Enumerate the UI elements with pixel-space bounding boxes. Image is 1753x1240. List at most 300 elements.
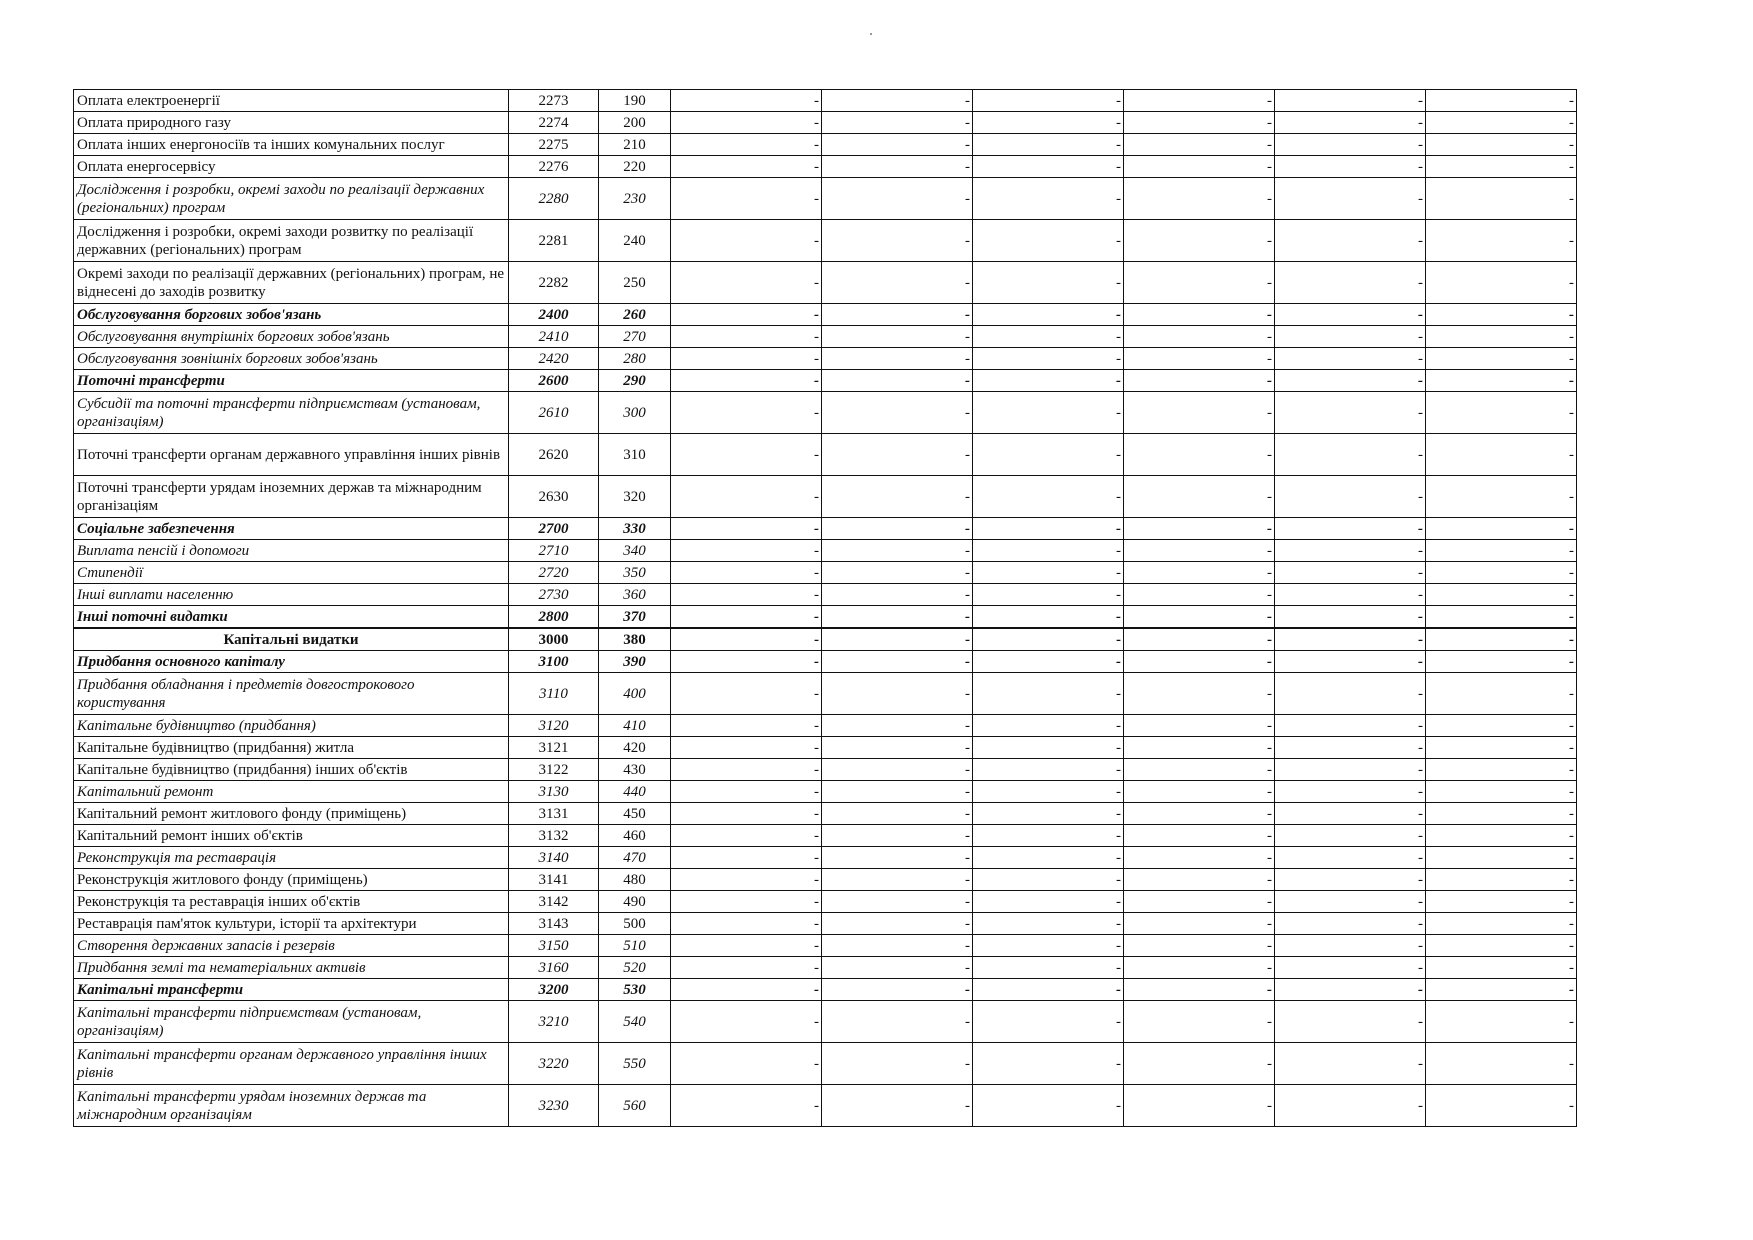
table-row [74, 606, 1577, 629]
value-cell: - [973, 1085, 1124, 1127]
kekv-code-cell: 3132 [509, 825, 599, 847]
value-cell: - [1124, 1001, 1275, 1043]
value-cell: - [1275, 803, 1426, 825]
line-code-cell: 350 [599, 562, 671, 584]
value-cell: - [973, 803, 1124, 825]
kekv-code-cell: 3120 [509, 715, 599, 737]
line-code-cell: 500 [599, 913, 671, 935]
value-cell: - [1275, 348, 1426, 370]
line-code-cell: 560 [599, 1085, 671, 1127]
table-row [74, 825, 1577, 847]
value-cell: - [973, 476, 1124, 518]
value-cell: - [973, 651, 1124, 673]
row-name-cell: Капітальні видатки [74, 628, 509, 651]
value-cell: - [1275, 476, 1426, 518]
value-cell: - [1124, 869, 1275, 891]
row-name-cell: Поточні трансферти [74, 370, 509, 392]
kekv-code-cell: 3230 [509, 1085, 599, 1127]
value-cell: - [671, 134, 822, 156]
value-cell: - [671, 847, 822, 869]
value-cell: - [671, 825, 822, 847]
value-cell: - [973, 979, 1124, 1001]
table-row [74, 326, 1577, 348]
value-cell: - [671, 1085, 822, 1127]
table-row [74, 715, 1577, 737]
row-name-cell: Обслуговування зовнішніх боргових зобов'язань [74, 348, 509, 370]
value-cell: - [1275, 178, 1426, 220]
value-cell: - [1426, 979, 1577, 1001]
value-cell: - [1275, 847, 1426, 869]
value-cell: - [1275, 737, 1426, 759]
value-cell: - [1426, 562, 1577, 584]
kekv-code-cell: 2275 [509, 134, 599, 156]
value-cell: - [1275, 628, 1426, 651]
line-code-cell: 210 [599, 134, 671, 156]
value-cell: - [671, 370, 822, 392]
value-cell: - [822, 90, 973, 112]
row-name-cell: Оплата енергосервісу [74, 156, 509, 178]
value-cell: - [1124, 737, 1275, 759]
table-row [74, 803, 1577, 825]
line-code-cell: 530 [599, 979, 671, 1001]
table-row [74, 1001, 1577, 1043]
value-cell: - [1426, 847, 1577, 869]
value-cell: - [1124, 913, 1275, 935]
row-name-cell: Інші поточні видатки [74, 606, 509, 629]
row-name-cell: Поточні трансферти урядам іноземних держав та міжнародним організаціям [74, 476, 509, 518]
kekv-code-cell: 2273 [509, 90, 599, 112]
table-row [74, 891, 1577, 913]
row-name-cell: Придбання основного капіталу [74, 651, 509, 673]
value-cell: - [671, 935, 822, 957]
value-cell: - [973, 847, 1124, 869]
line-code-cell: 490 [599, 891, 671, 913]
row-name-cell: Капітальні трансферти [74, 979, 509, 1001]
kekv-code-cell: 3100 [509, 651, 599, 673]
table-row [74, 673, 1577, 715]
table-row [74, 134, 1577, 156]
value-cell: - [1426, 348, 1577, 370]
value-cell: - [1275, 606, 1426, 629]
value-cell: - [671, 90, 822, 112]
value-cell: - [671, 220, 822, 262]
line-code-cell: 550 [599, 1043, 671, 1085]
value-cell: - [1426, 178, 1577, 220]
value-cell: - [973, 673, 1124, 715]
value-cell: - [822, 651, 973, 673]
value-cell: - [671, 562, 822, 584]
value-cell: - [1124, 935, 1275, 957]
value-cell: - [973, 584, 1124, 606]
value-cell: - [973, 434, 1124, 476]
kekv-code-cell: 3131 [509, 803, 599, 825]
value-cell: - [1426, 304, 1577, 326]
value-cell: - [1275, 891, 1426, 913]
kekv-code-cell: 2281 [509, 220, 599, 262]
value-cell: - [1124, 562, 1275, 584]
table-row [74, 90, 1577, 112]
value-cell: - [1124, 326, 1275, 348]
value-cell: - [671, 304, 822, 326]
row-name-cell: Обслуговування внутрішніх боргових зобов'язань [74, 326, 509, 348]
value-cell: - [1426, 434, 1577, 476]
value-cell: - [671, 869, 822, 891]
line-code-cell: 460 [599, 825, 671, 847]
value-cell: - [1124, 178, 1275, 220]
line-code-cell: 200 [599, 112, 671, 134]
value-cell: - [822, 304, 973, 326]
value-cell: - [973, 1001, 1124, 1043]
kekv-code-cell: 3210 [509, 1001, 599, 1043]
value-cell: - [973, 606, 1124, 629]
value-cell: - [1124, 584, 1275, 606]
value-cell: - [1426, 90, 1577, 112]
line-code-cell: 190 [599, 90, 671, 112]
value-cell: - [1275, 370, 1426, 392]
value-cell: - [671, 979, 822, 1001]
value-cell: - [822, 803, 973, 825]
line-code-cell: 240 [599, 220, 671, 262]
value-cell: - [1124, 651, 1275, 673]
value-cell: - [1124, 370, 1275, 392]
line-code-cell: 300 [599, 392, 671, 434]
value-cell: - [1275, 134, 1426, 156]
value-cell: - [1426, 737, 1577, 759]
kekv-code-cell: 3142 [509, 891, 599, 913]
value-cell: - [1426, 584, 1577, 606]
kekv-code-cell: 3140 [509, 847, 599, 869]
value-cell: - [1275, 220, 1426, 262]
value-cell: - [671, 606, 822, 629]
row-name-cell: Капітальний ремонт інших об'єктів [74, 825, 509, 847]
value-cell: - [1426, 869, 1577, 891]
value-cell: - [973, 935, 1124, 957]
value-cell: - [822, 434, 973, 476]
value-cell: - [973, 628, 1124, 651]
budget-expenditure-table [73, 89, 1577, 1127]
value-cell: - [973, 715, 1124, 737]
value-cell: - [822, 348, 973, 370]
row-name-cell: Капітальний ремонт [74, 781, 509, 803]
value-cell: - [1275, 518, 1426, 540]
value-cell: - [671, 673, 822, 715]
value-cell: - [1124, 348, 1275, 370]
row-name-cell: Оплата природного газу [74, 112, 509, 134]
value-cell: - [1426, 825, 1577, 847]
value-cell: - [822, 326, 973, 348]
value-cell: - [671, 348, 822, 370]
row-name-cell: Реконструкція та реставрація інших об'єктів [74, 891, 509, 913]
value-cell: - [822, 134, 973, 156]
kekv-code-cell: 3141 [509, 869, 599, 891]
value-cell: - [1275, 112, 1426, 134]
value-cell: - [671, 1001, 822, 1043]
value-cell: - [1124, 825, 1275, 847]
value-cell: - [1275, 869, 1426, 891]
value-cell: - [822, 913, 973, 935]
row-name-cell: Інші виплати населенню [74, 584, 509, 606]
value-cell: - [671, 781, 822, 803]
value-cell: - [973, 781, 1124, 803]
line-code-cell: 310 [599, 434, 671, 476]
value-cell: - [671, 715, 822, 737]
value-cell: - [1124, 262, 1275, 304]
value-cell: - [1124, 112, 1275, 134]
row-name-cell: Капітальні трансферти підприємствам (установам, організаціям) [74, 1001, 509, 1043]
line-code-cell: 470 [599, 847, 671, 869]
row-name-cell: Капітальні трансферти урядам іноземних держав та міжнародним організаціям [74, 1085, 509, 1127]
kekv-code-cell: 2420 [509, 348, 599, 370]
value-cell: - [822, 759, 973, 781]
scan-artifact-dot [870, 33, 872, 35]
value-cell: - [822, 112, 973, 134]
table-row [74, 628, 1577, 651]
value-cell: - [973, 913, 1124, 935]
value-cell: - [822, 220, 973, 262]
table-row [74, 957, 1577, 979]
row-name-cell: Стипендії [74, 562, 509, 584]
value-cell: - [973, 825, 1124, 847]
kekv-code-cell: 2630 [509, 476, 599, 518]
kekv-code-cell: 2274 [509, 112, 599, 134]
value-cell: - [973, 562, 1124, 584]
line-code-cell: 370 [599, 606, 671, 629]
value-cell: - [973, 348, 1124, 370]
table-row [74, 1085, 1577, 1127]
row-name-cell: Дослідження і розробки, окремі заходи розвитку по реалізації державних (регіональних) програм [74, 220, 509, 262]
value-cell: - [1426, 759, 1577, 781]
value-cell: - [973, 392, 1124, 434]
table-row [74, 540, 1577, 562]
value-cell: - [1426, 392, 1577, 434]
value-cell: - [671, 803, 822, 825]
line-code-cell: 390 [599, 651, 671, 673]
value-cell: - [671, 540, 822, 562]
value-cell: - [822, 847, 973, 869]
value-cell: - [822, 1043, 973, 1085]
value-cell: - [973, 262, 1124, 304]
line-code-cell: 420 [599, 737, 671, 759]
value-cell: - [1426, 628, 1577, 651]
table-row [74, 304, 1577, 326]
value-cell: - [973, 90, 1124, 112]
value-cell: - [671, 891, 822, 913]
value-cell: - [671, 156, 822, 178]
kekv-code-cell: 3121 [509, 737, 599, 759]
line-code-cell: 290 [599, 370, 671, 392]
value-cell: - [822, 584, 973, 606]
value-cell: - [822, 891, 973, 913]
kekv-code-cell: 2800 [509, 606, 599, 629]
value-cell: - [973, 957, 1124, 979]
value-cell: - [822, 606, 973, 629]
value-cell: - [1275, 957, 1426, 979]
table-row [74, 759, 1577, 781]
value-cell: - [1124, 540, 1275, 562]
table-row [74, 156, 1577, 178]
value-cell: - [973, 178, 1124, 220]
value-cell: - [1124, 476, 1275, 518]
value-cell: - [1124, 518, 1275, 540]
table-row [74, 979, 1577, 1001]
kekv-code-cell: 3000 [509, 628, 599, 651]
kekv-code-cell: 3150 [509, 935, 599, 957]
kekv-code-cell: 2400 [509, 304, 599, 326]
value-cell: - [822, 562, 973, 584]
kekv-code-cell: 2620 [509, 434, 599, 476]
row-name-cell: Соціальне забезпечення [74, 518, 509, 540]
value-cell: - [1426, 1043, 1577, 1085]
table-row [74, 370, 1577, 392]
row-name-cell: Поточні трансферти органам державного управління інших рівнів [74, 434, 509, 476]
value-cell: - [973, 891, 1124, 913]
table-row [74, 434, 1577, 476]
value-cell: - [1426, 781, 1577, 803]
value-cell: - [1426, 134, 1577, 156]
kekv-code-cell: 3200 [509, 979, 599, 1001]
row-name-cell: Реконструкція житлового фонду (приміщень) [74, 869, 509, 891]
row-name-cell: Створення державних запасів і резервів [74, 935, 509, 957]
value-cell: - [1275, 825, 1426, 847]
value-cell: - [671, 913, 822, 935]
value-cell: - [1124, 434, 1275, 476]
value-cell: - [822, 156, 973, 178]
value-cell: - [1426, 540, 1577, 562]
value-cell: - [1124, 715, 1275, 737]
value-cell: - [1426, 913, 1577, 935]
kekv-code-cell: 2280 [509, 178, 599, 220]
line-code-cell: 510 [599, 935, 671, 957]
row-name-cell: Капітальний ремонт житлового фонду (приміщень) [74, 803, 509, 825]
value-cell: - [1275, 673, 1426, 715]
value-cell: - [973, 370, 1124, 392]
table-row [74, 262, 1577, 304]
value-cell: - [671, 584, 822, 606]
row-name-cell: Обслуговування боргових зобов'язань [74, 304, 509, 326]
row-name-cell: Оплата інших енергоносіїв та інших комунальних послуг [74, 134, 509, 156]
value-cell: - [1124, 606, 1275, 629]
value-cell: - [822, 1085, 973, 1127]
value-cell: - [1426, 715, 1577, 737]
value-cell: - [822, 392, 973, 434]
value-cell: - [671, 476, 822, 518]
table-row [74, 112, 1577, 134]
kekv-code-cell: 2600 [509, 370, 599, 392]
value-cell: - [1124, 1043, 1275, 1085]
value-cell: - [1426, 935, 1577, 957]
value-cell: - [1275, 715, 1426, 737]
value-cell: - [671, 326, 822, 348]
value-cell: - [1426, 370, 1577, 392]
value-cell: - [822, 262, 973, 304]
table-row [74, 584, 1577, 606]
kekv-code-cell: 3110 [509, 673, 599, 715]
value-cell: - [822, 518, 973, 540]
value-cell: - [822, 178, 973, 220]
value-cell: - [1275, 584, 1426, 606]
value-cell: - [1124, 979, 1275, 1001]
value-cell: - [822, 935, 973, 957]
value-cell: - [1275, 156, 1426, 178]
line-code-cell: 440 [599, 781, 671, 803]
value-cell: - [1275, 979, 1426, 1001]
value-cell: - [1124, 957, 1275, 979]
value-cell: - [671, 178, 822, 220]
value-cell: - [1275, 392, 1426, 434]
value-cell: - [1426, 156, 1577, 178]
table-row [74, 935, 1577, 957]
value-cell: - [822, 715, 973, 737]
row-name-cell: Виплата пенсій і допомоги [74, 540, 509, 562]
value-cell: - [1275, 759, 1426, 781]
kekv-code-cell: 3143 [509, 913, 599, 935]
value-cell: - [1275, 540, 1426, 562]
value-cell: - [822, 869, 973, 891]
table-row [74, 913, 1577, 935]
value-cell: - [1426, 1085, 1577, 1127]
row-name-cell: Оплата електроенергії [74, 90, 509, 112]
value-cell: - [1426, 803, 1577, 825]
line-code-cell: 410 [599, 715, 671, 737]
value-cell: - [1426, 112, 1577, 134]
value-cell: - [1124, 304, 1275, 326]
line-code-cell: 360 [599, 584, 671, 606]
line-code-cell: 540 [599, 1001, 671, 1043]
value-cell: - [1275, 913, 1426, 935]
value-cell: - [1426, 651, 1577, 673]
value-cell: - [1124, 220, 1275, 262]
value-cell: - [973, 1043, 1124, 1085]
value-cell: - [822, 476, 973, 518]
table-row [74, 562, 1577, 584]
kekv-code-cell: 2710 [509, 540, 599, 562]
value-cell: - [1275, 304, 1426, 326]
kekv-code-cell: 3220 [509, 1043, 599, 1085]
kekv-code-cell: 3130 [509, 781, 599, 803]
value-cell: - [671, 434, 822, 476]
value-cell: - [1275, 1085, 1426, 1127]
value-cell: - [1124, 891, 1275, 913]
value-cell: - [1124, 392, 1275, 434]
kekv-code-cell: 2730 [509, 584, 599, 606]
value-cell: - [1124, 134, 1275, 156]
value-cell: - [1124, 156, 1275, 178]
value-cell: - [671, 737, 822, 759]
value-cell: - [1275, 326, 1426, 348]
kekv-code-cell: 2720 [509, 562, 599, 584]
line-code-cell: 450 [599, 803, 671, 825]
value-cell: - [822, 781, 973, 803]
value-cell: - [973, 112, 1124, 134]
kekv-code-cell: 3122 [509, 759, 599, 781]
value-cell: - [1124, 90, 1275, 112]
value-cell: - [822, 370, 973, 392]
value-cell: - [671, 957, 822, 979]
value-cell: - [973, 869, 1124, 891]
line-code-cell: 320 [599, 476, 671, 518]
line-code-cell: 220 [599, 156, 671, 178]
value-cell: - [671, 518, 822, 540]
value-cell: - [1275, 935, 1426, 957]
value-cell: - [671, 262, 822, 304]
line-code-cell: 430 [599, 759, 671, 781]
row-name-cell: Капітальні трансферти органам державного управління інших рівнів [74, 1043, 509, 1085]
value-cell: - [822, 957, 973, 979]
table-row [74, 518, 1577, 540]
value-cell: - [822, 1001, 973, 1043]
row-name-cell: Окремі заходи по реалізації державних (регіональних) програм, не віднесені до заходів розвитку [74, 262, 509, 304]
value-cell: - [973, 540, 1124, 562]
